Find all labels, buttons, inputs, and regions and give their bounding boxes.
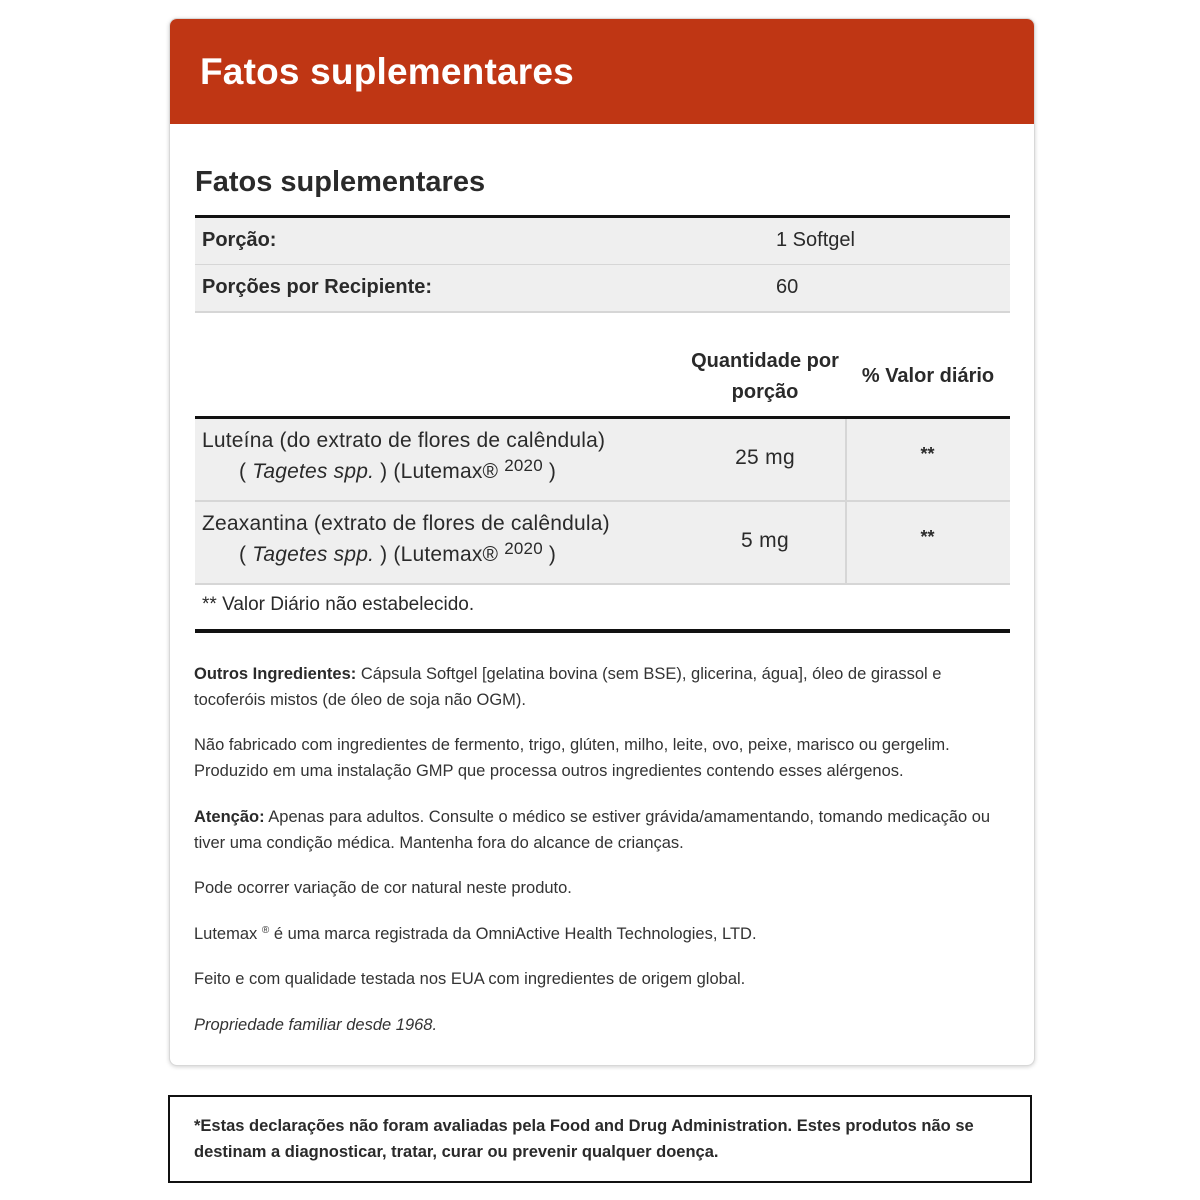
amount-header-line2: porção bbox=[731, 381, 799, 403]
servings-per-container-row bbox=[195, 265, 1010, 313]
warning-statement bbox=[194, 804, 1010, 856]
servings-per-container-label: Porções por Recipiente: bbox=[202, 276, 433, 298]
column-divider bbox=[845, 419, 847, 500]
warning-label: Atenção: bbox=[194, 808, 265, 826]
column-divider bbox=[845, 502, 847, 583]
family-owned-note: Propriedade familiar desde 1968. bbox=[194, 1016, 438, 1034]
amount-header-line1: Quantidade por bbox=[691, 350, 839, 372]
card-header bbox=[170, 19, 1034, 124]
ingredient-amount: 25 mg bbox=[735, 446, 795, 469]
fda-disclaimer-box bbox=[168, 1095, 1032, 1183]
serving-size-value: 1 Softgel bbox=[776, 229, 855, 251]
species-name: Tagetes spp. bbox=[252, 460, 375, 483]
warning-text: Apenas para adultos. Consulte o médico se estiver grávida/amamentando, tomando medicação ou tiver uma condição médica. Mantenha fora do alcance de crianças. bbox=[194, 808, 991, 852]
ingredient-daily-value: ** bbox=[920, 444, 935, 464]
ingredient-row bbox=[195, 502, 1010, 585]
allergen-statement: Não fabricado com ingredientes de fermento, trigo, glúten, milho, leite, ovo, peixe, marisco ou gergelim. Produzido em uma instalação GMP que processa outros ingredientes contendo esses alérgenos. bbox=[194, 736, 950, 780]
color-variation-note: Pode ocorrer variação de cor natural neste produto. bbox=[194, 879, 572, 897]
card-header-title: Fatos suplementares bbox=[200, 51, 574, 92]
other-ingredients-text: Cápsula Softgel [gelatina bovina (sem BSE), glicerina, água], óleo de girassol e tocoferóis mistos (de óleo de soja não OGM). bbox=[194, 665, 942, 709]
other-ingredients bbox=[194, 661, 1010, 713]
facts-title: Fatos suplementares bbox=[195, 166, 486, 198]
ingredient-source: ( Tagetes spp. ) (Lutemax® $^{2020}$ ) bbox=[239, 456, 557, 483]
made-in-note: Feito e com qualidade testada nos EUA com ingredientes de origem global. bbox=[194, 970, 746, 988]
other-ingredients-label: Outros Ingredientes: bbox=[194, 665, 357, 683]
trademark-note: Lutemax ® é uma marca registrada da OmniActive Health Technologies, LTD. bbox=[194, 925, 757, 943]
serving-size-row bbox=[195, 218, 1010, 266]
ingredient-name: Luteína (do extrato de flores de calêndula) bbox=[202, 429, 606, 452]
trademark-year: 2020 bbox=[504, 456, 543, 475]
species-name: Tagetes spp. bbox=[252, 543, 375, 566]
fda-disclaimer-text: *Estas declarações não foram avaliadas pela Food and Drug Administration. Estes produtos não se destinam a diagnosticar, tratar, curar ou prevenir qualquer doença. bbox=[194, 1117, 974, 1161]
serving-size-label: Porção: bbox=[202, 229, 277, 251]
trademark-year: 2020 bbox=[504, 539, 543, 558]
ingredient-row bbox=[195, 419, 1010, 502]
ingredient-source: ( Tagetes spp. ) (Lutemax® $^{2020}$ ) bbox=[239, 539, 557, 566]
ingredient-name: Zeaxantina (extrato de flores de calêndula) bbox=[202, 512, 610, 535]
servings-per-container-value: 60 bbox=[776, 276, 799, 298]
daily-value-footnote: ** Valor Diário não estabelecido. bbox=[202, 594, 475, 615]
registered-mark: ® bbox=[261, 925, 270, 936]
amount-per-serving-header bbox=[670, 346, 860, 408]
ingredient-daily-value: ** bbox=[920, 527, 935, 547]
ingredient-amount: 5 mg bbox=[741, 529, 789, 552]
supplement-facts-card bbox=[169, 18, 1035, 1066]
daily-value-header: % Valor diário bbox=[861, 365, 995, 387]
bottom-rule bbox=[195, 629, 1010, 633]
